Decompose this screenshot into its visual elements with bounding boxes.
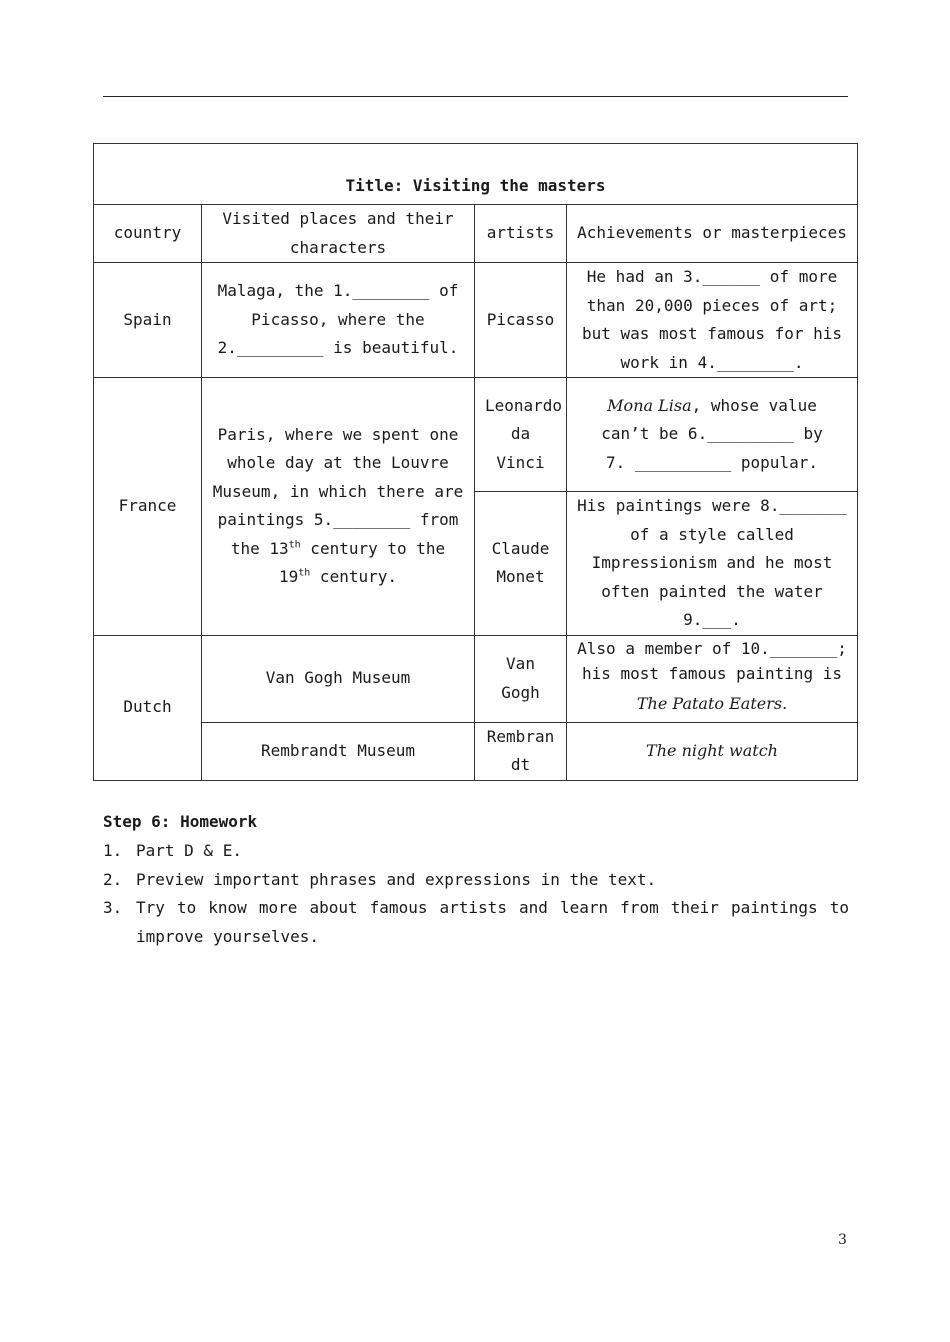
achievement-van-gogh: Also a member of 10._______; his most famous painting is The Patato Eaters. — [567, 635, 858, 722]
achievement-picasso: He had an 3.______ of more than 20,000 pieces of art; but was most famous for his work in 4.________. — [567, 263, 858, 378]
header-artists: artists — [475, 205, 567, 263]
header-achievements: Achievements or masterpieces — [567, 205, 858, 263]
page-number: 3 — [838, 1232, 847, 1248]
artist-picasso: Picasso — [475, 263, 567, 378]
place-rembrandt-museum: Rembrandt Museum — [202, 722, 475, 780]
list-item: 2. Preview important phrases and expressions in the text. — [103, 869, 657, 889]
country-spain: Spain — [94, 263, 202, 378]
list-item: 3. Try to know more about famous artists and learn from their paintings to improve yourselves. — [103, 898, 849, 946]
artist-rembrandt: Rembrandt — [475, 722, 567, 780]
table-row-spain — [94, 263, 858, 378]
table-row-dutch-2 — [94, 722, 858, 780]
place-spain: Malaga, the 1.________ of Picasso, where the 2._________ is beautiful. — [202, 263, 475, 378]
table-row-dutch-1 — [94, 635, 858, 722]
achievement-da-vinci: Mona Lisa, whose value can’t be 6._________ by 7. __________ popular. — [567, 378, 858, 492]
place-van-gogh-museum: Van Gogh Museum — [202, 635, 475, 722]
homework-list — [103, 837, 849, 951]
artist-monet: Claude Monet — [475, 492, 567, 636]
artist-da-vinci: Leonardo da Vinci — [475, 378, 567, 492]
achievement-monet: His paintings were 8._______ of a style called Impressionism and he most often painted the water 9.___. — [567, 492, 858, 636]
header-country: country — [94, 205, 202, 263]
place-france: Paris, where we spent one whole day at the Louvre Museum, in which there are paintings 5.________ from the 13th century to the 19th century. — [202, 378, 475, 636]
table-title: Title: Visiting the masters — [94, 144, 858, 205]
artist-van-gogh: Van Gogh — [475, 635, 567, 722]
homework-title: Step 6: Homework — [103, 812, 258, 831]
header-places: Visited places and their characters — [202, 205, 475, 263]
masters-table — [93, 143, 858, 781]
list-item: 1. Part D & E. — [103, 841, 242, 860]
table-row-france-1 — [94, 378, 858, 492]
header-rule — [103, 96, 848, 97]
achievement-rembrandt: The night watch — [567, 722, 858, 780]
country-dutch: Dutch — [94, 635, 202, 780]
header-row — [94, 205, 858, 263]
country-france: France — [94, 378, 202, 636]
